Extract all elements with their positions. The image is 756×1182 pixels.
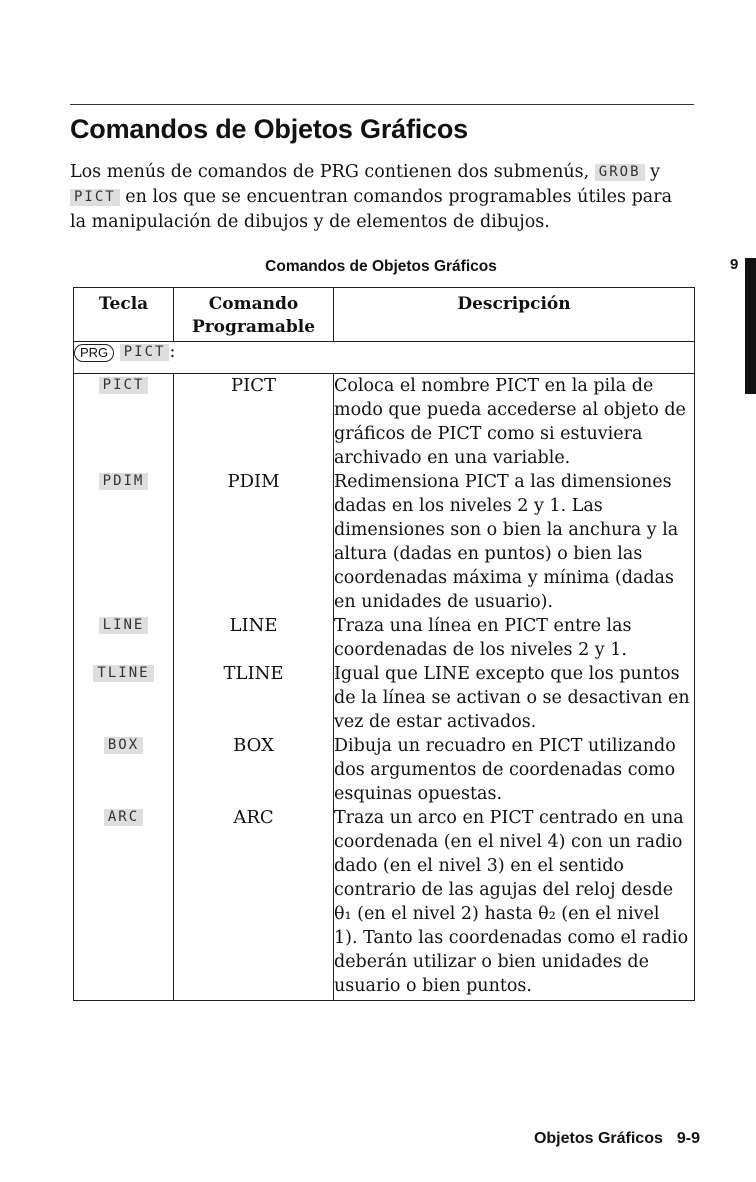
group-suffix: : bbox=[169, 342, 176, 362]
commands-table bbox=[73, 287, 695, 1001]
softkey-label: PICT bbox=[99, 377, 149, 394]
key-cell bbox=[74, 662, 174, 734]
description-line: Redimensiona PICT a las dimensiones bbox=[334, 472, 672, 492]
page-title: Comandos de Objetos Gráficos bbox=[70, 114, 468, 144]
description-line: dadas en los niveles 2 y 1. Las bbox=[334, 496, 603, 516]
description-line: esquinas opuestas. bbox=[334, 784, 503, 804]
description-line: coordenadas máxima y mínima (dadas bbox=[334, 568, 674, 588]
description-line: 1). Tanto las coordenadas como el radio bbox=[334, 928, 689, 948]
footer-section: Objetos Gráficos bbox=[533, 1130, 663, 1147]
description-line: Igual que LINE excepto que los puntos bbox=[334, 664, 680, 684]
description-cell bbox=[334, 614, 695, 662]
table-row bbox=[74, 734, 695, 806]
description-line: modo que pueda accederse al objeto de bbox=[334, 400, 686, 420]
chapter-tab-number: 9 bbox=[730, 256, 739, 273]
description-cell bbox=[334, 734, 695, 806]
description-line: Dibuja un recuadro en PICT utilizando bbox=[334, 736, 676, 756]
table-row bbox=[74, 806, 695, 1001]
softkey-label: TLINE bbox=[93, 665, 153, 682]
description-cell bbox=[334, 806, 695, 1001]
header-command: Comando Programable bbox=[174, 288, 334, 342]
description-line: coordenadas de los niveles 2 y 1. bbox=[334, 640, 627, 660]
description-line: en unidades de usuario). bbox=[334, 592, 554, 612]
command-name: PDIM bbox=[174, 470, 334, 614]
command-name: LINE bbox=[174, 614, 334, 662]
key-cell bbox=[74, 374, 174, 471]
description-line: deberán utilizar o bien unidades de bbox=[334, 952, 649, 972]
table-row bbox=[74, 374, 695, 471]
header-key: Tecla bbox=[74, 288, 174, 342]
description-line: gráficos de PICT como si estuviera bbox=[334, 424, 643, 444]
prg-key: PRG bbox=[74, 344, 114, 362]
table-caption: Comandos de Objetos Gráficos bbox=[265, 258, 497, 275]
key-cell bbox=[74, 806, 174, 1001]
description-cell bbox=[334, 662, 695, 734]
description-line: dos argumentos de coordenadas como bbox=[334, 760, 676, 780]
softkey-label: BOX bbox=[104, 737, 143, 754]
pict-menu-key: PICT bbox=[120, 344, 170, 361]
page-footer bbox=[534, 1130, 700, 1148]
intro-line: la manipulación de dibujos y de elementos de dibujos. bbox=[70, 212, 550, 232]
intro-paragraph bbox=[70, 160, 690, 235]
description-line: archivado en una variable. bbox=[334, 448, 571, 468]
description-line: altura (dadas en puntos) o bien las bbox=[334, 544, 643, 564]
key-cell bbox=[74, 614, 174, 662]
table-header-row bbox=[74, 288, 695, 342]
table-row bbox=[74, 470, 695, 614]
pict-menu-key: PICT bbox=[70, 189, 120, 206]
intro-line: PICT en los que se encuentran comandos programables útiles para bbox=[70, 185, 690, 210]
command-name: TLINE bbox=[174, 662, 334, 734]
description-line: contrario de las agujas del reloj desde bbox=[334, 880, 674, 900]
chapter-tab-bar bbox=[745, 258, 756, 394]
key-cell bbox=[74, 734, 174, 806]
header-description: Descripción bbox=[334, 288, 695, 342]
softkey-label: ARC bbox=[104, 809, 143, 826]
description-line: θ₁ (en el nivel 2) hasta θ₂ (en el nivel bbox=[334, 904, 660, 924]
description-cell bbox=[334, 374, 695, 471]
group-empty-cell bbox=[334, 342, 695, 374]
description-line: de la línea se activan o se desactivan en bbox=[334, 688, 690, 708]
table-row bbox=[74, 614, 695, 662]
description-line: dimensiones son o bien la anchura y la bbox=[334, 520, 679, 540]
softkey-label: LINE bbox=[99, 617, 149, 634]
command-name: ARC bbox=[174, 806, 334, 1001]
description-line: coordenada (en el nivel 4) con un radio bbox=[334, 832, 683, 852]
softkey-label: PDIM bbox=[99, 473, 149, 490]
page-number: 9-9 bbox=[676, 1130, 700, 1147]
description-line: Coloca el nombre PICT en la pila de bbox=[334, 376, 654, 396]
description-line: vez de estar activados. bbox=[334, 712, 537, 732]
command-name: PICT bbox=[174, 374, 334, 471]
grob-menu-key: GROB bbox=[595, 164, 645, 181]
description-line: Traza una línea en PICT entre las bbox=[334, 616, 632, 636]
description-line: Traza un arco en PICT centrado en una bbox=[334, 808, 684, 828]
key-cell bbox=[74, 470, 174, 614]
group-label bbox=[74, 342, 334, 374]
description-line: dado (en el nivel 3) en el sentido bbox=[334, 856, 624, 876]
top-rule bbox=[70, 104, 694, 105]
command-name: BOX bbox=[174, 734, 334, 806]
intro-line: Los menús de comandos de PRG contienen dos submenús, GROB y bbox=[70, 162, 660, 182]
description-cell bbox=[334, 470, 695, 614]
table-row bbox=[74, 662, 695, 734]
group-row bbox=[74, 342, 695, 374]
description-line: usuario o bien puntos. bbox=[334, 976, 532, 996]
